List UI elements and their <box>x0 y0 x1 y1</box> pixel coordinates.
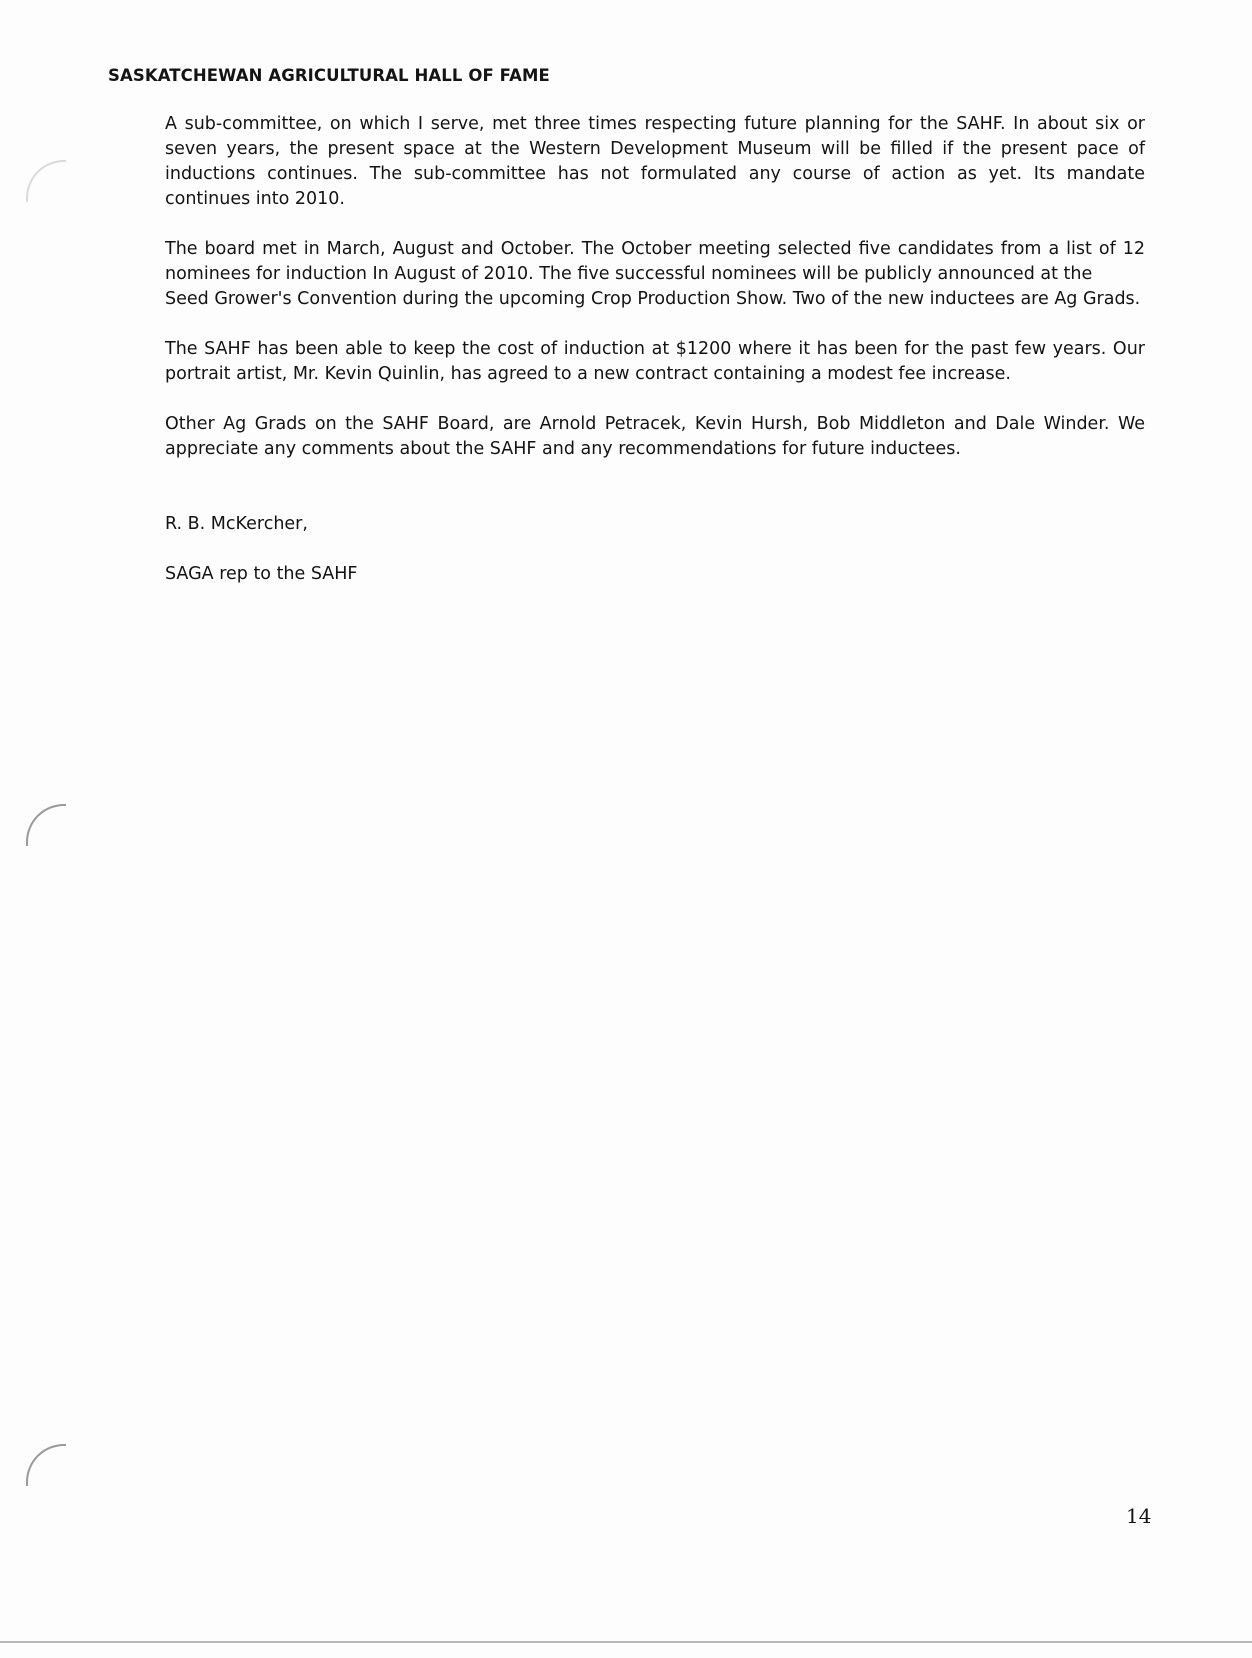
document-body <box>165 112 1145 612</box>
paragraph-board-members: Other Ag Grads on the SAHF Board, are Arnold Petracek, Kevin Hursh, Bob Middleton and Dale Winder. We appreciate any comments about the SAHF and any recommendations for future inductees. <box>165 414 1145 459</box>
paragraph-board-meetings: The board met in March, August and October. The October meeting selected five candidates from a list of 12 nominees for induction In August of 2010. The five successful nominees will be publicly announced at the Seed Grower's Convention during the upcoming Crop Production Show. Two of the new inductees are Ag Grads. <box>165 239 1145 309</box>
page-number: 14 <box>1126 1504 1152 1528</box>
signature-name: R. B. McKercher, <box>165 514 308 534</box>
document-heading: SASKATCHEWAN AGRICULTURAL HALL OF FAME <box>108 66 550 85</box>
page-bottom-edge <box>0 1641 1252 1643</box>
binder-hole-mark <box>26 160 66 202</box>
signature-block <box>165 487 1145 612</box>
binder-hole-mark <box>26 1444 66 1486</box>
binder-hole-mark <box>26 804 66 846</box>
signature-title: SAGA rep to the SAHF <box>165 564 358 584</box>
paragraph-induction-cost: The SAHF has been able to keep the cost of induction at $1200 where it has been for the past few years. Our portrait artist, Mr. Kevin Quinlin, has agreed to a new contract containing a modest fee increase. <box>165 339 1145 384</box>
paragraph-subcommittee: A sub-committee, on which I serve, met three times respecting future planning for the SAHF. In about six or seven years, the present space at the Western Development Museum will be filled if the present pace of inductions continues. The sub-committee has not formulated any course of action as yet. Its mandate continues into 2010. <box>165 114 1145 209</box>
